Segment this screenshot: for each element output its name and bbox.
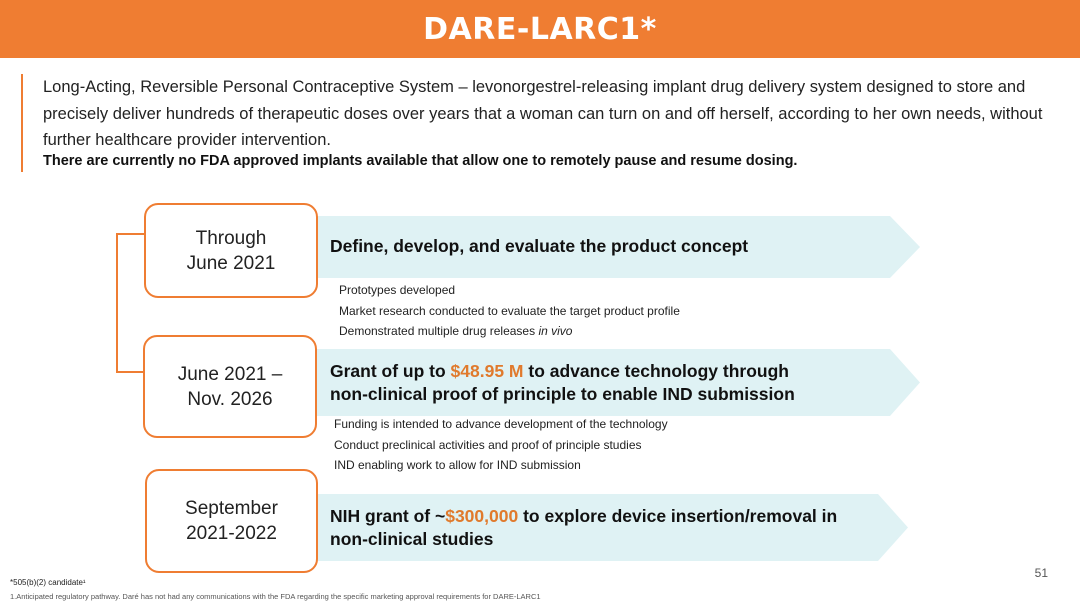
grant-amount: $48.95 M: [450, 361, 524, 381]
footnote-candidate: *505(b)(2) candidate¹: [10, 578, 86, 587]
bullet-item: IND enabling work to allow for IND submission: [334, 458, 581, 472]
stage-heading-2: [330, 360, 795, 406]
bullet-italic: in vivo: [538, 324, 573, 338]
stage-bullets-2: [334, 414, 668, 476]
stage-bullets-1: [339, 280, 680, 342]
bullet-item: Funding is intended to advance development of the technology: [334, 417, 668, 431]
period-box-2: [143, 335, 317, 438]
heading-text: non-clinical proof of principle to enable IND submission: [330, 384, 795, 404]
heading-text: non-clinical studies: [330, 529, 494, 549]
grant-amount: $300,000: [445, 506, 519, 526]
period-box-3: [145, 469, 318, 573]
title-bar: [0, 0, 1080, 58]
heading-text: Grant of up to: [330, 361, 451, 381]
intro-accent-line: [21, 74, 23, 172]
timeline-connector: [116, 233, 144, 373]
heading-text: to advance technology through: [523, 361, 789, 381]
intro-text: Long-Acting, Reversible Personal Contraceptive System – levonorgestrel-releasing implant drug delivery system designed to store and precisely deliver hundreds of therapeutic doses over years that a woman can turn on and off herself, according to her own needs, without further healthcare provider intervention.: [43, 78, 1043, 149]
bullet-item: [339, 321, 680, 342]
slide-title: DARE-LARC1*: [423, 11, 657, 47]
stage-heading-3: [330, 505, 837, 551]
period-line-2: Nov. 2026: [187, 388, 273, 410]
period-line-2: 2021-2022: [186, 523, 277, 544]
bullet-item: Conduct preclinical activities and proof of principle studies: [334, 437, 642, 452]
heading-text: NIH grant of ~: [330, 506, 446, 526]
bullet-text: Demonstrated multiple drug releases: [339, 324, 539, 338]
bullet-item: Prototypes developed: [339, 283, 456, 297]
period-line-1: Through: [195, 227, 267, 249]
period-line-1: June 2021 –: [177, 363, 283, 385]
stage-heading-1: Define, develop, and evaluate the product concept: [330, 236, 749, 256]
bullet-item: Market research conducted to evaluate the target product profile: [339, 303, 680, 318]
heading-text: to explore device insertion/removal in: [518, 506, 838, 526]
period-line-1: September: [185, 498, 278, 519]
period-box-1: [144, 203, 318, 298]
page-number: 51: [1034, 566, 1048, 580]
footnote-regulatory: 1.Anticipated regulatory pathway. Daré has not had any communications with the FDA regarding the specific marketing approval requirements for DARE-LARC1: [10, 592, 541, 601]
intro-bold-text: There are currently no FDA approved implants available that allow one to remotely pause and resume dosing.: [43, 153, 798, 169]
period-line-2: June 2021: [186, 252, 276, 274]
